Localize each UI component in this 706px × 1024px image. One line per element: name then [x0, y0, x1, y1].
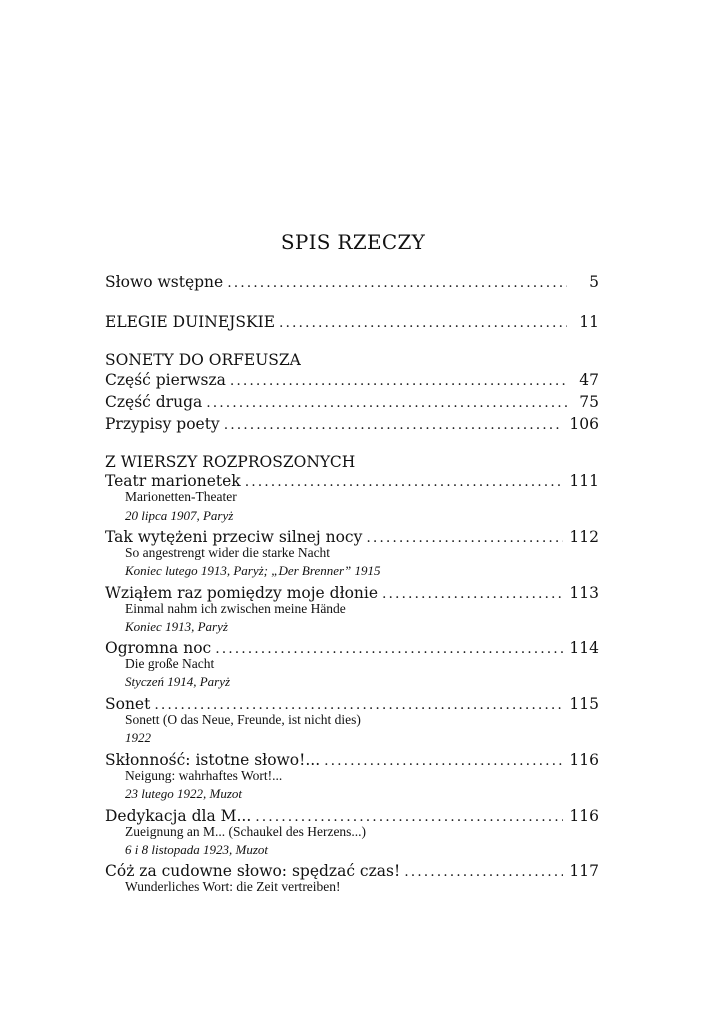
entry-date: 20 lipca 1907, Paryż [125, 508, 234, 523]
entry-date: Koniec 1913, Paryż [125, 619, 228, 634]
entry-page: 112 [569, 528, 599, 546]
dot-leader [245, 472, 564, 492]
entry-date: 23 lutego 1922, Muzot [125, 786, 242, 801]
dot-leader [324, 751, 563, 771]
entry-page: 106 [569, 415, 599, 433]
entry-title: Tak wytężeni przeciw silnej nocy [105, 528, 363, 546]
entry-original-title: Marionetten-Theater [125, 489, 237, 504]
entry-title: Wziąłem raz pomiędzy moje dłonie [105, 584, 379, 602]
dot-leader [206, 393, 567, 413]
page-title: SPIS RZECZY [280, 230, 426, 254]
entry-original-title: Zueignung an M... (Schaukel des Herzens...) [125, 824, 367, 839]
entry-page: 116 [569, 807, 599, 825]
entry-original-title: Sonett (O das Neue, Freunde, ist nicht dies) [125, 712, 361, 727]
entry-page: 47 [579, 371, 599, 389]
entry-title: Cóż za cudowne słowo: spędzać czas! [105, 862, 401, 880]
dot-leader [227, 273, 567, 293]
entry-title: Ogromna noc [105, 639, 212, 657]
entry-date: 6 i 8 listopada 1923, Muzot [125, 842, 269, 857]
entry-page: 117 [569, 862, 599, 880]
entry-page: 11 [579, 313, 599, 331]
entry-page: 116 [569, 751, 599, 769]
entry-original-title: Wunderliches Wort: die Zeit vertreiben! [125, 879, 341, 894]
dot-leader [382, 584, 563, 604]
dot-leader [366, 528, 563, 548]
section-heading-wiersze: Z WIERSZY ROZPROSZONYCH [105, 453, 356, 471]
entry-page: 111 [569, 472, 599, 490]
section-heading-sonety: SONETY DO ORFEUSZA [105, 351, 301, 369]
entry-page: 5 [589, 273, 599, 291]
toc-entry-czesc-druga [105, 392, 599, 413]
entry-original-title: Einmal nahm ich zwischen meine Hände [125, 601, 346, 616]
entry-title: Część pierwsza [105, 371, 226, 389]
dot-leader [404, 862, 563, 882]
entry-date: 1922 [125, 730, 151, 745]
entry-date: Styczeń 1914, Paryż [125, 674, 231, 689]
toc-entry-elegie [105, 312, 599, 333]
entry-title: Skłonność: istotne słowo!... [105, 751, 321, 769]
entry-original-title: Die große Nacht [125, 656, 215, 671]
dot-leader [230, 371, 567, 391]
entry-title: Część druga [105, 393, 203, 411]
dot-leader [224, 415, 564, 435]
entry-page: 115 [569, 695, 599, 713]
entry-title: Przypisy poety [105, 415, 220, 433]
dot-leader [279, 313, 567, 333]
entry-page: 113 [569, 584, 599, 602]
entry-title: Sonet [105, 695, 151, 713]
dot-leader [215, 639, 563, 659]
entry-title: ELEGIE DUINEJSKIE [105, 313, 276, 331]
toc-entry-slowo-wstepne [105, 272, 599, 293]
table-of-contents [105, 0, 599, 1024]
entry-date: Koniec lutego 1913, Paryż; „Der Brenner” 1915 [125, 563, 381, 578]
entry-original-title: So angestrengt wider die starke Nacht [125, 545, 331, 560]
toc-entry-czesc-pierwsza [105, 370, 599, 391]
entry-page: 75 [579, 393, 599, 411]
entry-title: Teatr marionetek [105, 472, 241, 490]
entry-page: 114 [569, 639, 599, 657]
entry-original-title: Neigung: wahrhaftes Wort!... [125, 768, 283, 783]
entry-title: Słowo wstępne [105, 273, 224, 291]
entry-title: Dedykacja dla M... [105, 807, 252, 825]
toc-entry-przypisy [105, 414, 599, 435]
